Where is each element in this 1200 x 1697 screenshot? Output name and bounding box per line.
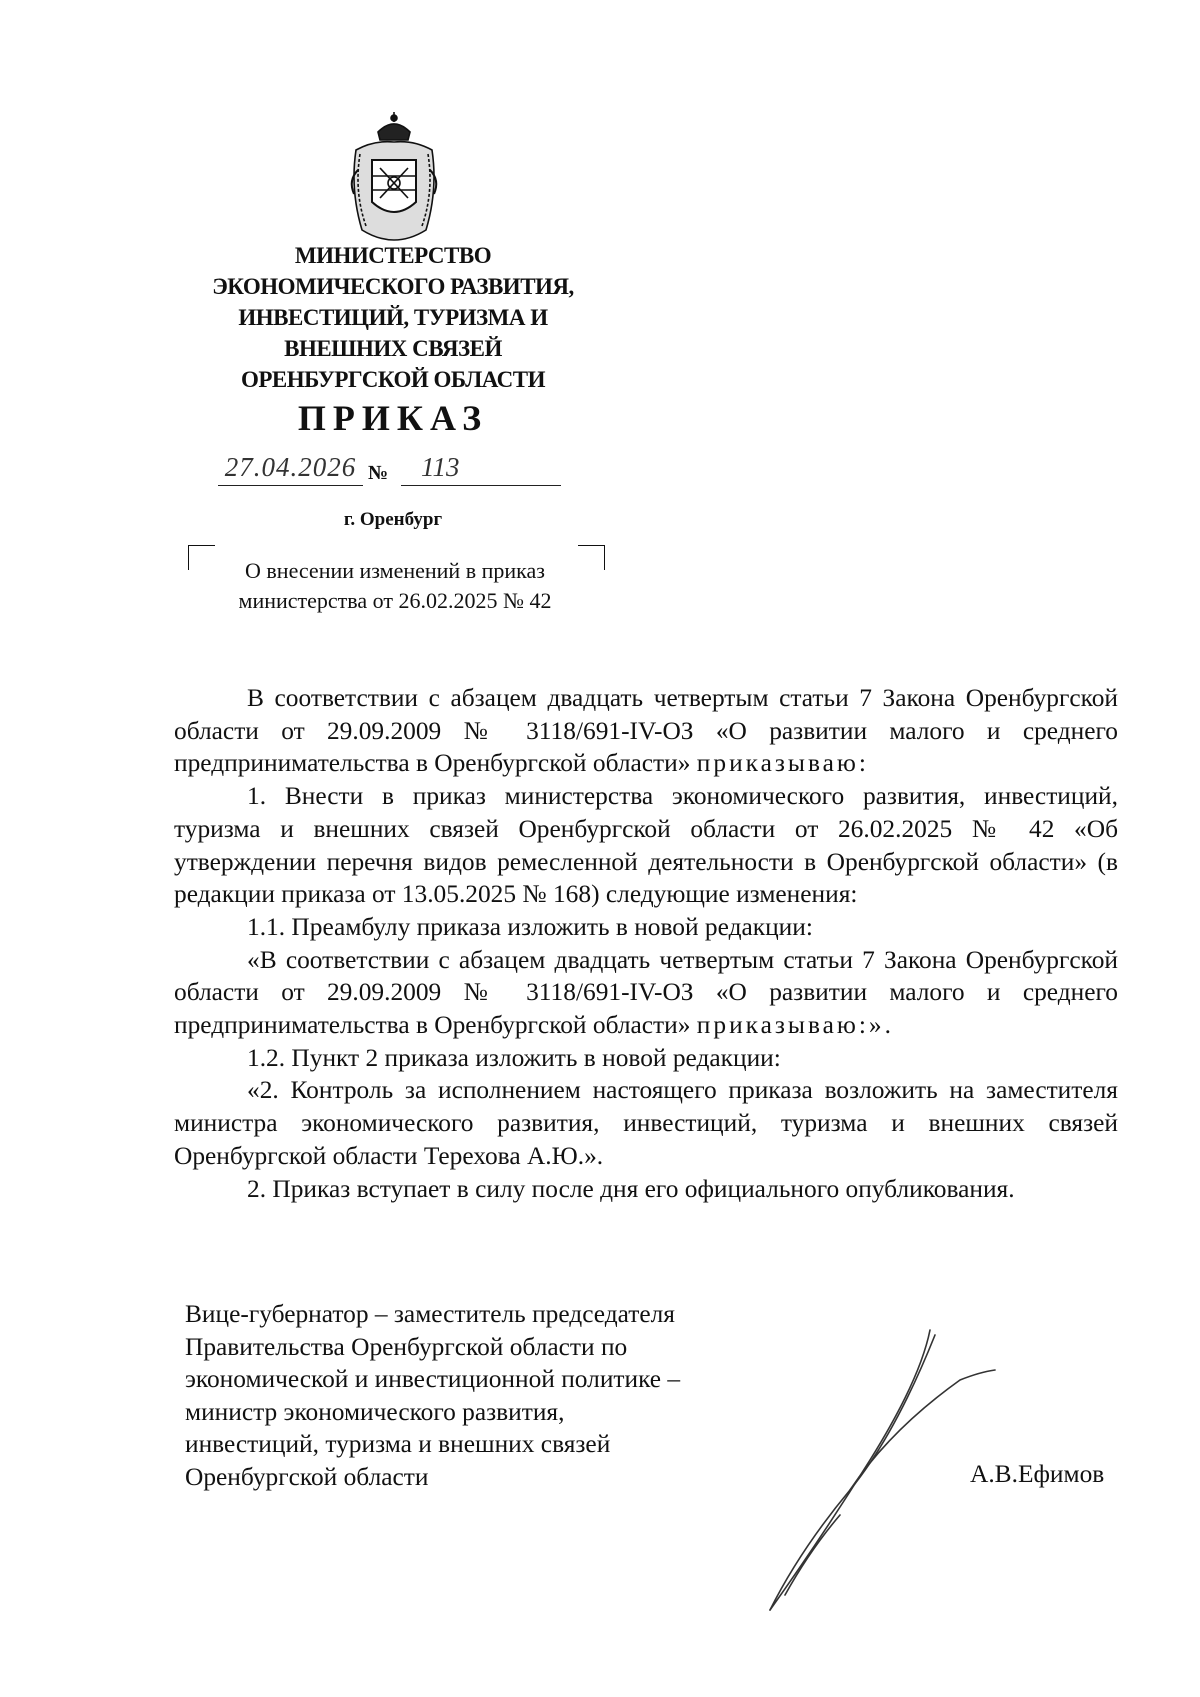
body-paragraph: «2. Контроль за исполнением настоящего приказа возложить на заместителя министра экономического развития, инвестиций, туризма и внешних связей Оренбургской области Терехова А.Ю.». [174, 1076, 1118, 1170]
document-date: 27.04.2026 [218, 452, 363, 486]
ministry-line: МИНИСТЕРСТВО [294, 243, 492, 268]
coat-of-arms-icon [340, 110, 448, 248]
subject-line: министерства от 26.02.2025 № 42 [238, 588, 552, 613]
signer-title-line: Оренбургской области [185, 1462, 429, 1491]
number-sign: № [368, 462, 389, 484]
signer-title-line: министр экономического развития, [185, 1397, 565, 1426]
subject-line: О внесении изменений в приказ [245, 558, 545, 583]
document-number: 113 [401, 452, 561, 486]
body-paragraph: 1.2. Пункт 2 приказа изложить в новой редакции: [247, 1043, 781, 1072]
body-paragraph [174, 944, 1118, 1042]
document-subject [200, 556, 590, 616]
handwritten-signature-icon [730, 1320, 1010, 1620]
order-word: приказываю: [696, 749, 869, 778]
ministry-name [170, 240, 616, 395]
signer-title [185, 1298, 785, 1493]
body-paragraph: 1.1. Преамбулу приказа изложить в новой редакции: [247, 912, 813, 941]
ministry-line: ВНЕШНИХ СВЯЗЕЙ [284, 336, 502, 361]
signer-title-line: инвестиций, туризма и внешних связей [185, 1430, 611, 1458]
city-label: г. Оренбург [343, 509, 443, 530]
body-paragraph: 2. Приказ вступает в силу после дня его официального опубликования. [247, 1174, 1015, 1203]
document-body [174, 682, 1118, 1205]
signer-name: А.В.Ефимов [970, 1460, 1105, 1488]
signer-title-line: экономической и инвестиционной политике – [185, 1365, 681, 1393]
paragraph-text: В соответствии с абзацем двадцать четвертым статьи 7 Закона Оренбургской области от 29.09.2009 № 3118/691-IV-ОЗ «О развитии малого и среднего предпринимательства в Оренбургской области» [174, 684, 1118, 778]
ministry-line: ЭКОНОМИЧЕСКОГО РАЗВИТИЯ, [212, 274, 574, 299]
document-type-title: ПРИКАЗ [297, 398, 489, 438]
body-paragraph [174, 682, 1118, 780]
ministry-line: ОРЕНБУРГСКОЙ ОБЛАСТИ [240, 367, 546, 392]
order-word: приказываю:». [696, 1011, 894, 1040]
date-number-line [218, 452, 563, 488]
paragraph-text: «В соответствии с абзацем двадцать четвертым статьи 7 Закона Оренбургской области от 29.09.2009 № 3118/691-IV-ОЗ «О развитии малого и среднего предпринимательства в Оренбургской области» [174, 945, 1118, 1040]
signer-title-line: Правительства Оренбургской области по [185, 1332, 628, 1361]
ministry-line: ИНВЕСТИЦИЙ, ТУРИЗМА И [238, 305, 548, 330]
body-paragraph: 1. Внести в приказ министерства экономического развития, инвестиций, туризма и внешних связей Оренбургской области от 26.02.2025 № 42 «Об утверждении перечня видов ремесленной деятельности в Оренбургской области» (в редакции приказа от 13.05.2025 № 168) следующие изменения: [174, 782, 1118, 909]
signer-title-line: Вице-губернатор – заместитель председателя [185, 1300, 675, 1328]
